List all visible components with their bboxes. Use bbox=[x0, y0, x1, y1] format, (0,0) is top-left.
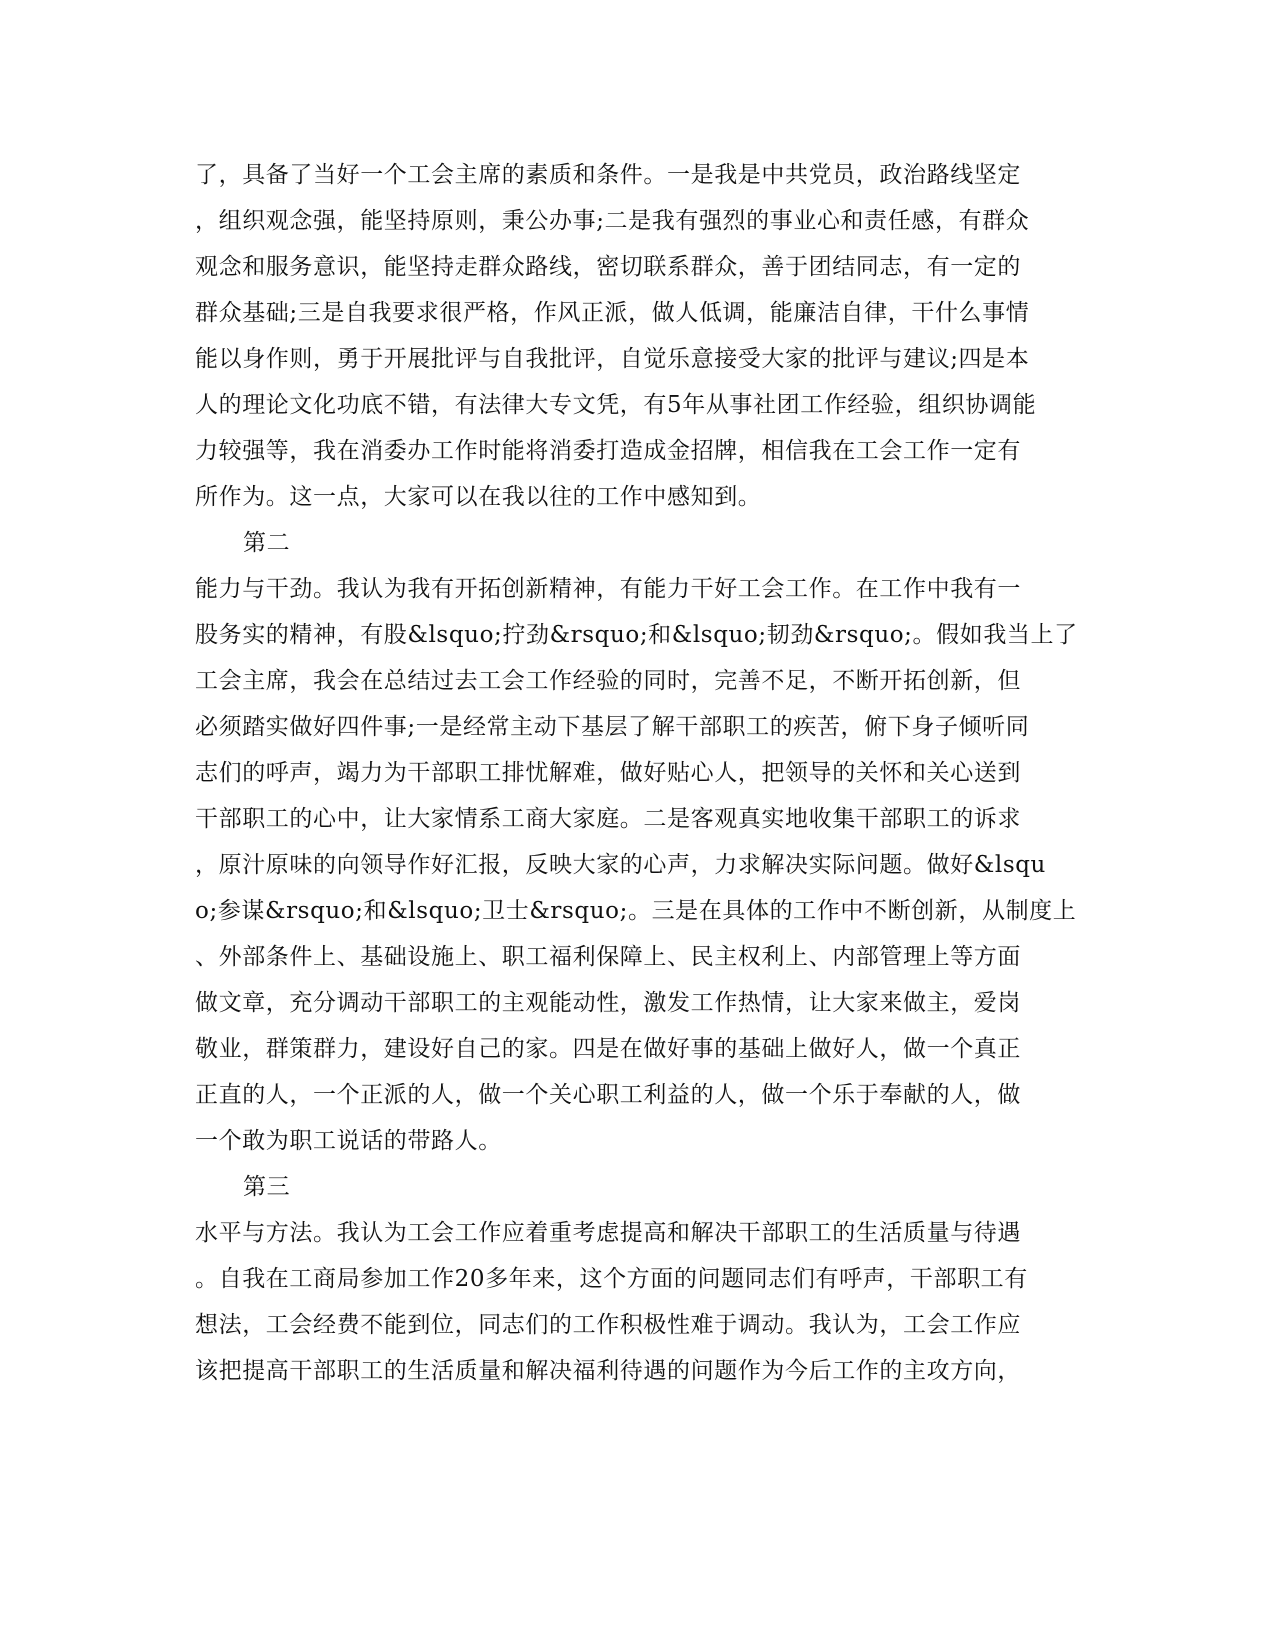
text-line: 水平与方法。我认为工会工作应着重考虑提高和解决干部职工的生活质量与待遇 bbox=[195, 1220, 1021, 1246]
text-line: 必须踏实做好四件事;一是经常主动下基层了解干部职工的疾苦，俯下身子倾听同 bbox=[195, 714, 1030, 740]
text-line: 力较强等，我在消委办工作时能将消委打造成金招牌，相信我在工会工作一定有 bbox=[195, 438, 1021, 464]
text-line: o;参谋&rsquo;和&lsquo;卫士&rsquo;。三是在具体的工作中不断创新，从制度上 bbox=[195, 898, 1077, 924]
text-line: 。自我在工商局参加工作20多年来，这个方面的问题同志们有呼声，干部职工有 bbox=[195, 1266, 1028, 1292]
text-line: 、外部条件上、基础设施上、职工福利保障上、民主权利上、内部管理上等方面 bbox=[195, 944, 1021, 970]
text-line: 干部职工的心中，让大家情系工商大家庭。二是客观真实地收集干部职工的诉求 bbox=[195, 806, 1021, 832]
section-heading: 第二 bbox=[243, 530, 291, 556]
text-line: 想法，工会经费不能到位，同志们的工作积极性难于调动。我认为，工会工作应 bbox=[195, 1312, 1021, 1338]
text-line: 敬业，群策群力，建设好自己的家。四是在做好事的基础上做好人，做一个真正 bbox=[195, 1036, 1021, 1062]
section-heading: 第三 bbox=[243, 1174, 291, 1200]
text-line: 工会主席，我会在总结过去工会工作经验的同时，完善不足，不断开拓创新，但 bbox=[195, 668, 1021, 694]
text-line: 志们的呼声，竭力为干部职工排忧解难，做好贴心人，把领导的关怀和关心送到 bbox=[195, 760, 1021, 786]
text-line: 所作为。这一点，大家可以在我以往的工作中感知到。 bbox=[195, 484, 762, 510]
text-line: 股务实的精神，有股&lsquo;拧劲&rsquo;和&lsquo;韧劲&rsquo;。假如我当上了 bbox=[195, 622, 1078, 648]
text-line: ，组织观念强，能坚持原则，秉公办事;二是我有强烈的事业心和责任感，有群众 bbox=[195, 208, 1030, 234]
text-line: 人的理论文化功底不错，有法律大专文凭，有5年从事社团工作经验，组织协调能 bbox=[195, 392, 1037, 418]
text-line: 观念和服务意识，能坚持走群众路线，密切联系群众，善于团结同志，有一定的 bbox=[195, 254, 1021, 280]
text-line: 能以身作则，勇于开展批评与自我批评，自觉乐意接受大家的批评与建议;四是本 bbox=[195, 346, 1030, 372]
text-line: 群众基础;三是自我要求很严格，作风正派，做人低调，能廉洁自律，干什么事情 bbox=[195, 300, 1030, 326]
text-line: 了，具备了当好一个工会主席的素质和条件。一是我是中共党员，政治路线坚定 bbox=[195, 162, 1021, 188]
text-line: 该把提高干部职工的生活质量和解决福利待遇的问题作为今后工作的主攻方向， bbox=[195, 1358, 1021, 1384]
text-line: ，原汁原味的向领导作好汇报，反映大家的心声，力求解决实际问题。做好&lsqu bbox=[195, 852, 1046, 878]
text-line: 一个敢为职工说话的带路人。 bbox=[195, 1128, 502, 1154]
text-line: 能力与干劲。我认为我有开拓创新精神，有能力干好工会工作。在工作中我有一 bbox=[195, 576, 1021, 602]
text-line: 正直的人，一个正派的人，做一个关心职工利益的人，做一个乐于奉献的人，做 bbox=[195, 1082, 1021, 1108]
text-line: 做文章，充分调动干部职工的主观能动性，激发工作热情，让大家来做主，爱岗 bbox=[195, 990, 1021, 1016]
